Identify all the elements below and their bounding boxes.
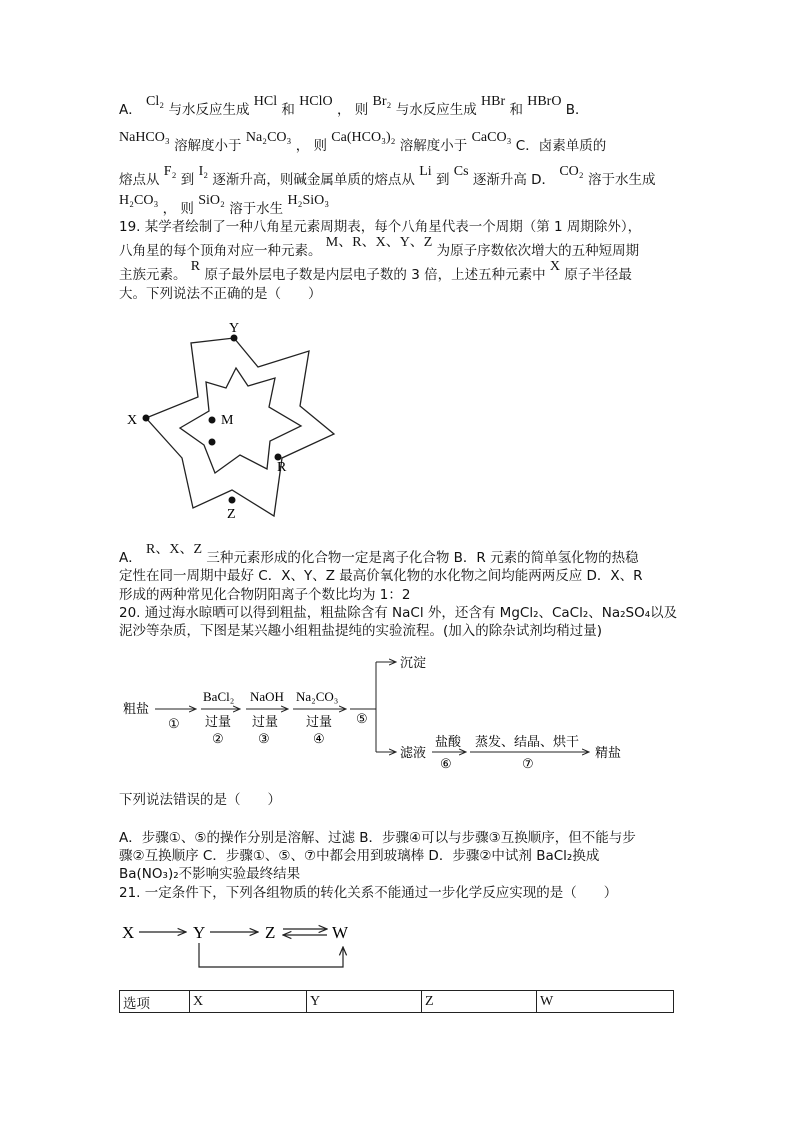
q21-stem: 21. 一定条件下，下列各组物质的转化关系不能通过一步化学反应实现的是（ ）: [119, 885, 618, 901]
flow-filtrate: 滤液: [400, 745, 427, 760]
point-z: [229, 497, 236, 504]
formula-h2sio3: H₂SiO₃: [287, 193, 330, 208]
flow-start: 粗盐: [123, 701, 150, 716]
flow-reagent-2: BaCl₂: [203, 689, 235, 704]
q20-stem-line-2: 泥沙等杂质，下图是某兴趣小组粗盐提纯的实验流程。(加入的除杂试剂均稍过量): [119, 623, 603, 639]
conversion-diagram: [115, 915, 365, 975]
formula-cl2: Cl₂: [146, 94, 165, 109]
node-x: X: [122, 923, 135, 942]
options-table: [119, 990, 674, 1013]
formula-h2co3: H₂CO₃: [119, 193, 159, 208]
formula-li: Li: [419, 164, 432, 179]
octagram-figure: [110, 310, 370, 530]
node-z: Z: [265, 923, 276, 942]
flow-step-3: ③: [258, 731, 270, 746]
element-symbols: M、R、X、Y、Z: [325, 235, 433, 250]
q18-option-line-4: H₂CO₃ ， 则 SiO₂ 溶于水生 H₂SiO₃: [119, 193, 330, 217]
formula-f2: F₂: [163, 164, 177, 179]
flow-step-2: ②: [212, 731, 224, 746]
flow-amount-4: 过量: [306, 714, 333, 729]
table-header: Y: [307, 991, 422, 1013]
flow-reagent-3: NaOH: [250, 689, 284, 704]
formula-hcl: HCl: [253, 94, 278, 109]
flow-step-1: ①: [168, 716, 180, 731]
purification-flowchart: [110, 650, 640, 775]
q19-stem-line-2: 八角星的每个顶角对应一种元素。 M、R、X、Y、Z 为原子序数依次增大的五种短周期: [119, 235, 640, 259]
q18-option-line-2: NaHCO₃ 溶解度小于 Na₂CO₃ ， 则 Ca(HCO₃)₂ 溶解度小于 CaCO₃ C．卤素单质的: [119, 130, 607, 154]
formula-sio2: SiO₂: [198, 193, 225, 208]
q20-question: 下列说法错误的是（ ）: [119, 792, 281, 808]
formula-na2co3: Na₂CO₃: [245, 130, 292, 145]
flow-reagent-7: 蒸发、结晶、烘干: [475, 734, 580, 749]
point-m: [209, 417, 216, 424]
label-m: M: [221, 413, 234, 428]
q19-stem-line-3: 主族元素。 R 原子最外层电子数是内层电子数的 3 倍，上述五种元素中 X 原子半径最: [119, 259, 632, 283]
flow-reagent-4: Na₂CO₃: [296, 689, 339, 704]
formula-br2: Br₂: [372, 94, 392, 109]
flow-step-7: ⑦: [522, 756, 534, 771]
formula-caco3: CaCO₃: [471, 130, 512, 145]
point-x: [143, 415, 150, 422]
formula-cs: Cs: [453, 164, 469, 179]
label-y: Y: [229, 321, 240, 336]
table-header: W: [537, 991, 674, 1013]
q20-stem-line-1: 20. 通过海水晾晒可以得到粗盐，粗盐除含有 NaCl 外，还含有 MgCl₂、CaCl₂、Na₂SO₄以及: [119, 605, 678, 621]
arrow-y-w: [199, 943, 343, 967]
table-header-row: [120, 991, 674, 1013]
flow-step-4: ④: [313, 731, 325, 746]
q19-stem-line-1: 19. 某学者绘制了一种八角星元素周期表，每个八角星代表一个周期（第 1 周期除外），: [119, 219, 642, 235]
q19-answer-line-2: 定性在同一周期中最好 C．X、Y、Z 最高价氧化物的水化物之间均能两两反应 D．X、R: [119, 568, 643, 584]
flow-end: 精盐: [595, 745, 622, 760]
formula-i2: I₂: [198, 164, 209, 179]
q19-answer-line-3: 形成的两种常见化合物阴阳离子个数比均为 1：2: [119, 587, 411, 603]
flow-amount-2: 过量: [205, 714, 232, 729]
node-w: W: [332, 923, 349, 942]
outer-star: [146, 338, 334, 516]
q20-answer-line-2: 骤②互换顺序 C．步骤①、⑤、⑦中都会用到玻璃棒 D．步骤②中试剂 BaCl₂换成: [119, 848, 600, 864]
q19-answer-line-1: A． R、X、Z 三种元素形成的化合物一定是离子化合物 B．R 元素的简单氢化物的热稳: [119, 542, 639, 566]
element-r: R: [190, 259, 201, 274]
q20-answer-line-1: A．步骤①、⑤的操作分别是溶解、过滤 B．步骤④可以与步骤③互换顺序，但不能与步: [119, 830, 636, 846]
q18-option-line-3: 熔点从 F₂ 到 I₂ 逐渐升高，则碱金属单质的熔点从 Li 到 Cs 逐渐升高 D． CO₂ 溶于水生成: [119, 164, 656, 188]
label-x: X: [127, 413, 138, 428]
point-unlabeled: [209, 439, 216, 446]
flow-precipitate: 沉淀: [400, 655, 427, 670]
flow-step-6: ⑥: [440, 756, 452, 771]
table-header: X: [190, 991, 307, 1013]
q19-stem-line-4: 大。下列说法不正确的是（ ）: [119, 286, 322, 302]
formula-hclo: HClO: [299, 94, 333, 109]
element-rxz: R、X、Z: [146, 542, 203, 557]
formula-nahco3: NaHCO₃: [119, 130, 170, 145]
flow-reagent-6: 盐酸: [435, 734, 462, 749]
table-header: Z: [422, 991, 537, 1013]
table-header: 选项: [120, 991, 190, 1013]
label-z: Z: [227, 507, 236, 522]
q20-answer-line-3: Ba(NO₃)₂不影响实验最终结果: [119, 866, 301, 882]
formula-cahco3: Ca(HCO₃)₂: [331, 130, 396, 145]
node-y: Y: [193, 923, 206, 942]
q18-option-line-1: A． Cl₂ 与水反应生成 HCl 和 HClO ， 则 Br₂ 与水反应生成 HBr 和 HBrO B．: [119, 94, 589, 118]
label-r: R: [277, 460, 287, 475]
formula-co2: CO₂: [559, 164, 584, 179]
flow-amount-3: 过量: [252, 714, 279, 729]
formula-hbr: HBr: [481, 94, 506, 109]
element-x: X: [549, 259, 561, 274]
flow-step-5: ⑤: [356, 711, 368, 726]
formula-hbro: HBrO: [527, 94, 562, 109]
